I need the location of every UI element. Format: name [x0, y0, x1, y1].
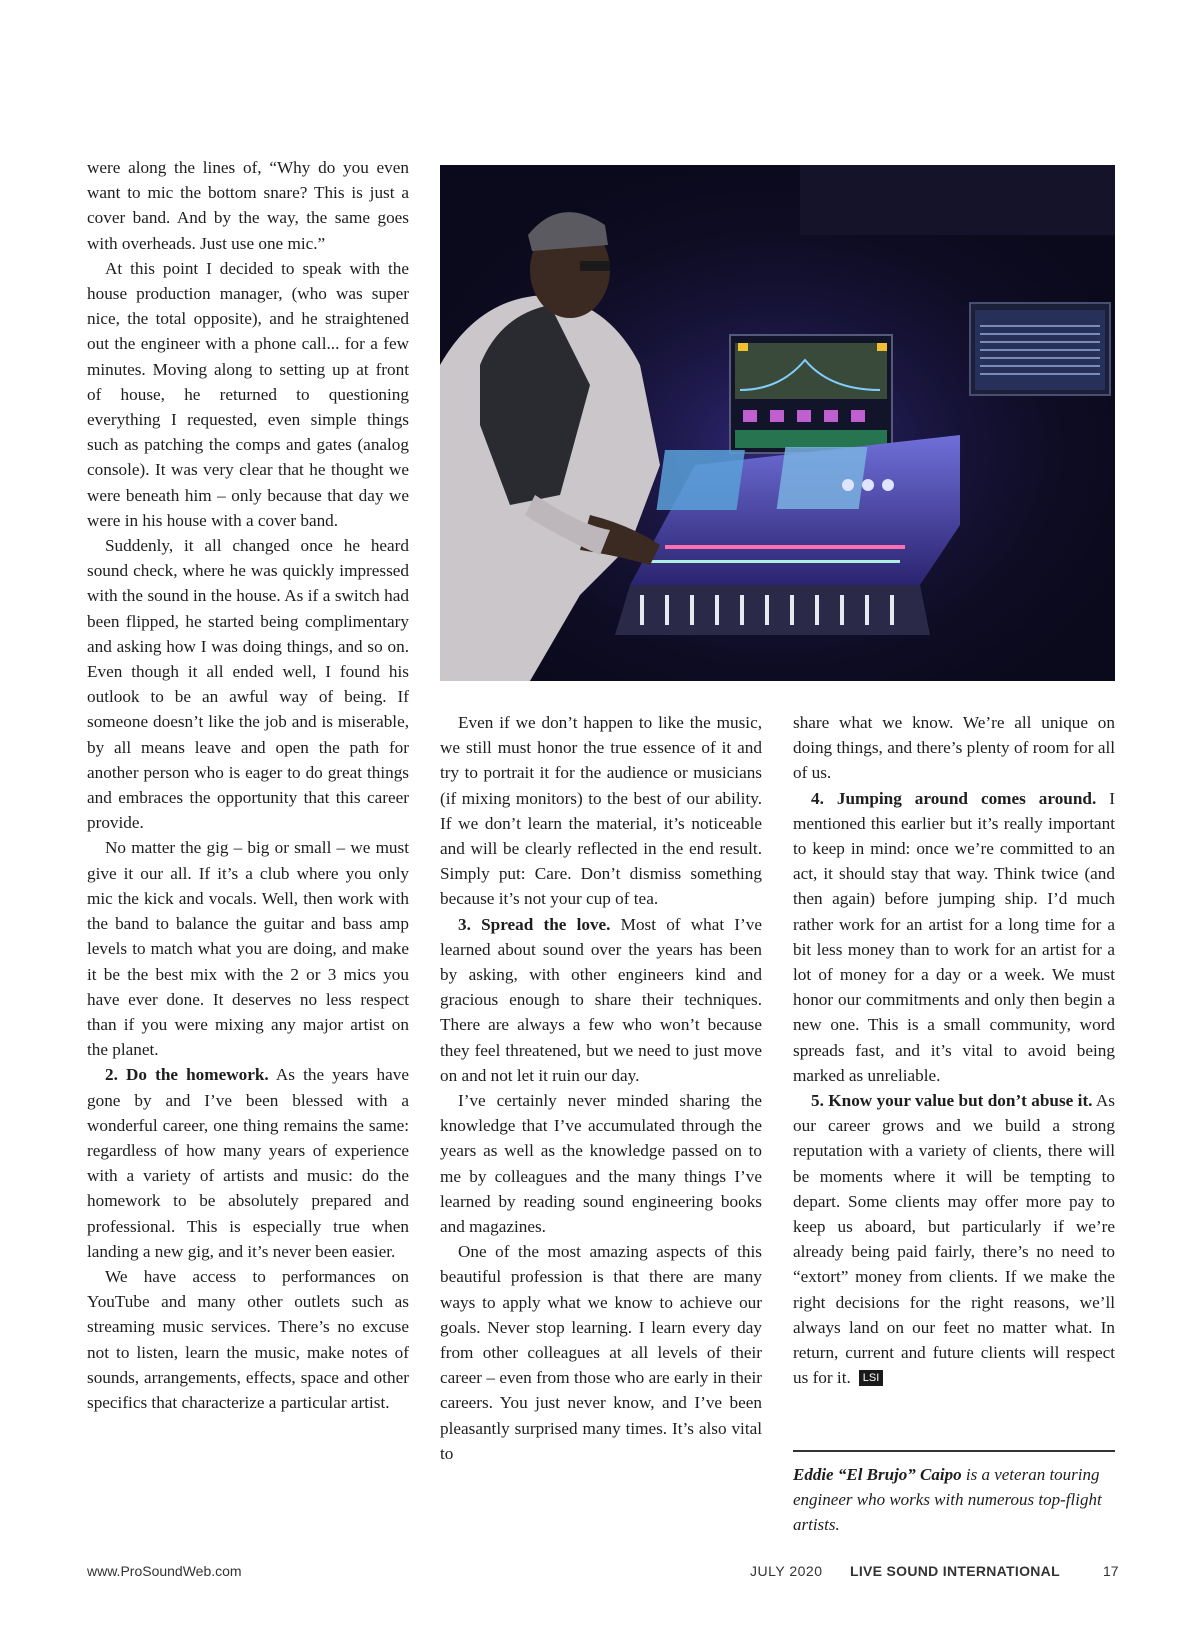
- paragraph: [87, 1062, 409, 1264]
- paragraph-text: As our career grows and we build a strong reputation with a variety of clients, there will be moments where it will be tempting to depart. Some clients may offer more pay to keep us aboard, but particularly if we’re already being paid fairly, there’s no need to “extort” money from clients. If we make the right decisions for the right reasons, we’ll always land on our feet no matter what. In return, current and future clients will respect us for it.: [793, 1091, 1115, 1388]
- paragraph: were along the lines of, “Why do you even want to mic the bottom snare? This is just a cover band. And by the way, the same goes with overheads. Just use one mic.”: [87, 158, 409, 253]
- paragraph-text: As the years have gone by and I’ve been blessed with a wonderful career, one thing remains the same: regardless of how many years of experience with a variety of artists and music: do the homework to be absolutely prepared and professional. This is especially true when landing a new gig, and it’s never been easier.: [87, 1065, 409, 1261]
- end-mark: LSI: [859, 1370, 884, 1386]
- section-heading: 5. Know your value but don’t abuse it.: [811, 1091, 1093, 1111]
- author-name: Eddie “El Brujo” Caipo: [793, 1465, 962, 1484]
- paragraph: No matter the gig – big or small – we must give it our all. If it’s a club where you only mic the kick and vocals. Well, then work with the band to balance the guitar and bass amp levels to match what you are doing, and make it be the best mix with the 2 or 3 mics you have ever done. It deserves no less respect than if you were mixing any major artist on the planet.: [87, 838, 409, 1060]
- paragraph: Suddenly, it all changed once he heard sound check, where he was quickly impressed with the sound in the house. As if a switch had been flipped, he started being complimentary and asking how I was doing things, and so on. Even though it all ended well, I found his outlook to be an awful way of being. If someone doesn’t like the job and is miserable, by all means leave and open the path for another person who is eager to do great things and embraces the opportunity that this career provide.: [87, 536, 409, 833]
- author-bio: [793, 1462, 1115, 1537]
- paragraph-text: I mentioned this earlier but it’s really important to keep in mind: once we’re committed to an act, it should stay that way. Think twice (and then again) before jumping ship. I’d much rather work for an artist for a long time for a bit less money than to work for an artist for a lot of money for a day or a week. We must honor our commitments and only then begin a new one. This is a small community, word spreads fast, and it’s vital to avoid being marked as unreliable.: [793, 788, 1115, 1085]
- article-column-2: [440, 710, 762, 1466]
- section-heading: 3. Spread the love.: [458, 914, 611, 934]
- paragraph: [793, 1088, 1115, 1390]
- paragraph: [440, 912, 762, 1088]
- paragraph: [793, 786, 1115, 1088]
- paragraph-text: Most of what I’ve learned about sound over the years has been by asking, with other engineers kind and gracious enough to share their techniques. There are always a few who won’t because they feel threatened, but we need to just move on and not let it ruin our day.: [440, 914, 762, 1085]
- paragraph: Even if we don’t happen to like the music, we still must honor the true essence of it and try to portrait it for the audience or musicians (if mixing monitors) to the best of our ability. If we don’t learn the material, it’s noticeable and will be clearly reflected in the end result. Simply put: Care. Don’t dismiss something because it’s not your cup of tea.: [440, 713, 762, 909]
- footer-date: JULY 2020: [750, 1563, 823, 1579]
- bio-divider: [793, 1450, 1115, 1452]
- paragraph: At this point I decided to speak with the house production manager, (who was super nice, the total opposite), and he straightened out the engineer with a phone call... for a few minutes. Moving along to setting up at front of house, he returned to questioning everything I requested, even simple things such as patching the comps and gates (analog console). It was very clear that he thought we were beneath him – only because that day we were in his house with a cover band.: [87, 258, 409, 530]
- footer-url: www.ProSoundWeb.com: [87, 1563, 242, 1579]
- paragraph: We have access to performances on YouTube and many other outlets such as streaming music services. There’s no excuse not to listen, learn the music, make notes of sounds, arrangements, effects, space and other specifics that characterize a particular artist.: [87, 1266, 409, 1412]
- article-column-1: [87, 155, 409, 1415]
- author-bio-text: is a veteran touring engineer who works with numerous top-flight artists.: [793, 1465, 1102, 1534]
- article-column-3: [793, 710, 1115, 1390]
- section-heading: 4. Jumping around comes around.: [811, 788, 1097, 808]
- page-number: 17: [1103, 1563, 1119, 1579]
- section-heading: 2. Do the homework.: [105, 1065, 269, 1085]
- footer-magazine-title: LIVE SOUND INTERNATIONAL: [850, 1563, 1060, 1579]
- console-photo: [440, 165, 1115, 681]
- paragraph: share what we know. We’re all unique on doing things, and there’s plenty of room for all of us.: [793, 713, 1115, 783]
- paragraph: One of the most amazing aspects of this beautiful profession is that there are many ways to apply what we know to achieve our goals. Never stop learning. I learn every day from other colleagues at all levels of their career – even from those who are early in their careers. You just never know, and I’ve been pleasantly surprised many times. It’s also vital to: [440, 1242, 762, 1463]
- paragraph: I’ve certainly never minded sharing the knowledge that I’ve accumulated through the years as well as the knowledge passed on to me by colleagues and the many things I’ve learned by reading sound engineering books and magazines.: [440, 1091, 762, 1237]
